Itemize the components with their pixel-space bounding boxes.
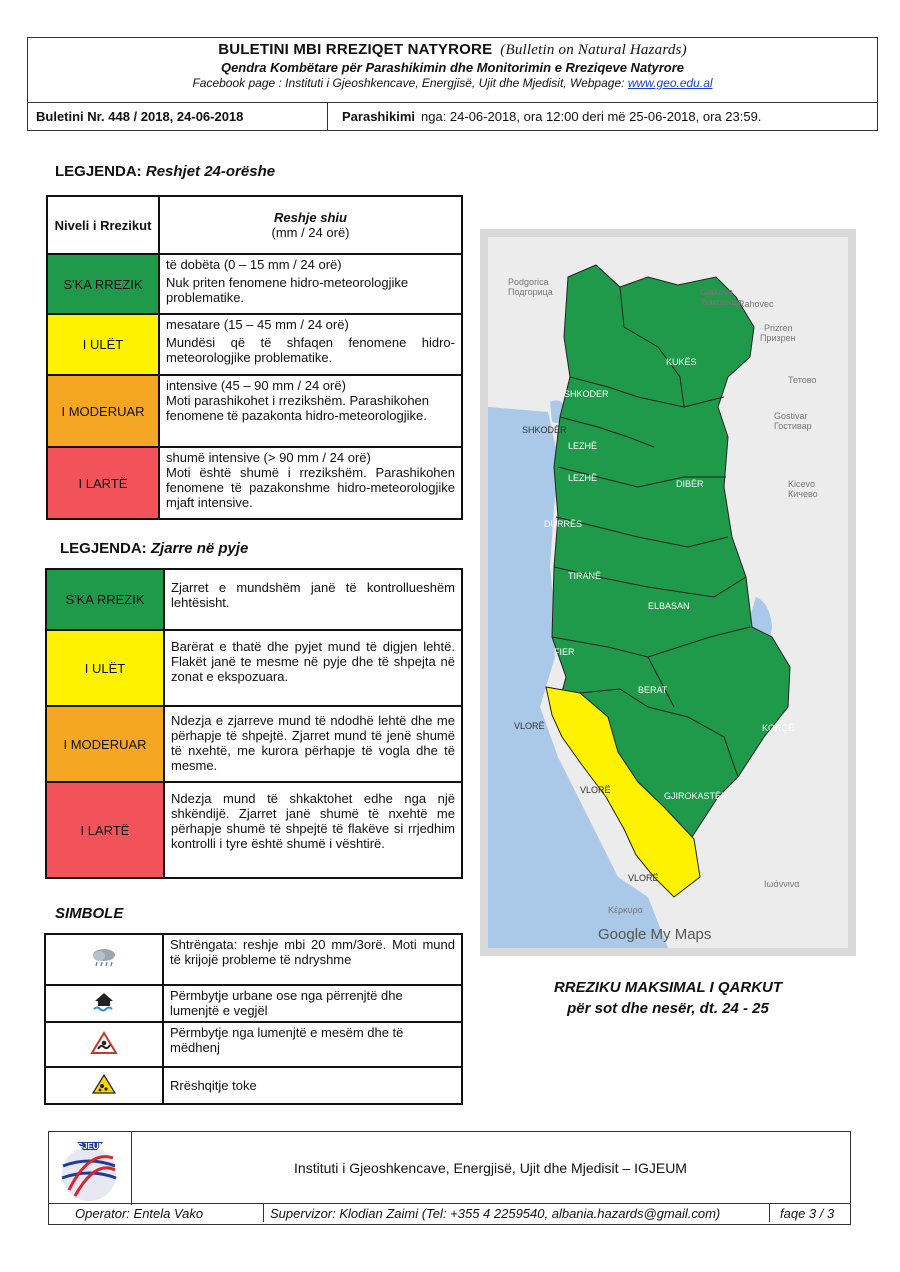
forecast-text: nga: 24-06-2018, ora 12:00 deri më 25-06-2018, ora 23:59. [421, 109, 762, 124]
rain-legend-label: LEGJENDA: [55, 163, 142, 180]
fire-desc-none: Zjarret e mundshëm janë të kontrollueshëm lehtësisht. [164, 569, 462, 630]
place-gjakova-cyr: Ђаковица [700, 297, 742, 307]
label-tirane: TIRANË [568, 571, 602, 581]
place-prizren: Prizren [764, 323, 793, 333]
label-diber: DIBËR [676, 479, 704, 489]
bulletin-number: Buletini Nr. 448 / 2018, 24-06-2018 [28, 103, 328, 130]
label-lezhe: LEZHË [568, 441, 598, 451]
place-prizren-cyr: Призрен [760, 333, 796, 343]
logo-text: IGJEUM [74, 1142, 106, 1151]
label-vlore-city: VLORË [514, 721, 545, 731]
forecast-period [328, 103, 877, 130]
rain-col-level-header: Niveli i Rrezikut [47, 196, 159, 254]
fire-legend-subtitle: Zjarre në pyje [150, 540, 249, 557]
label-berat: BERAT [638, 685, 668, 695]
rain-legend-subtitle: Reshjet 24-orëshe [145, 163, 276, 180]
rain-text: Mundësi që të shfaqen fenomene hidro-meteorologjike problematike. [166, 335, 455, 365]
fire-level-moderate: I MODERUAR [46, 706, 164, 782]
forecast-label: Parashikimi [342, 109, 415, 124]
rain-head: intensive (45 – 90 mm / 24 orë) [166, 378, 346, 393]
caption-line1: RREZIKU MAKSIMAL I QARKUT [553, 979, 783, 996]
place-gostivar: Gostivar [774, 411, 808, 421]
header-subtitle: Qendra Kombëtare për Parashikimin dhe Monitorimin e Rreziqeve Natyrore [220, 60, 685, 75]
rain-desc-low [159, 314, 462, 375]
page-number: faqe 3 / 3 [769, 1204, 834, 1222]
hazard-map[interactable] [488, 237, 848, 948]
fire-legend-table [45, 568, 463, 879]
landslide-icon [45, 1067, 163, 1104]
rain-head: shumë intensive (> 90 mm / 24 orë) [166, 450, 371, 465]
rain-text: Moti është shumë i rrezikshëm. Parashikohen fenomene të pazakonshme hidro-meteorologjike mjaft intensive. [166, 465, 455, 510]
fire-level-low: I ULËT [46, 630, 164, 706]
fire-level-high: I LARTË [46, 782, 164, 878]
rain-text: Nuk priten fenomene hidro-meteorologjike problematike. [166, 275, 409, 305]
place-podgorica-cyr: Подгорица [508, 287, 553, 297]
footer-institute: Instituti i Gjeoshkencave, Energjisë, Ujit dhe Mjedisit – IGJEUM [294, 1160, 687, 1176]
symbols-table [44, 933, 463, 1105]
bulletin-info-bar [27, 103, 878, 131]
fire-level-none: S'KA RREZIK [46, 569, 164, 630]
place-tetovo: Тетово [788, 375, 817, 385]
place-kerkyra: Κέρκυρα [608, 905, 643, 915]
rain-head: të dobëta (0 – 15 mm / 24 orë) [166, 257, 342, 272]
rain-level-low: I ULËT [47, 314, 159, 375]
rain-level-moderate: I MODERUAR [47, 375, 159, 447]
rain-legend-table [46, 195, 463, 520]
map-caption [480, 977, 856, 1019]
fire-desc-moderate: Ndezja e zjarreve mund të ndodhë lehtë dhe me përhapje të shpejtë. Zjarret mund të jenë shumë të nxehtë, me kurora përhapje të vogla dhe të mesme. [164, 706, 462, 782]
label-shkoder-city: SHKODËR [522, 425, 567, 435]
rain-desc-high [159, 447, 462, 519]
label-vlore-south: VLORË [628, 873, 659, 883]
rain-col-unit: (mm / 24 orë) [271, 225, 350, 240]
fire-desc-low: Barërat e thatë dhe pyjet mund të digjen lehtë. Flakët janë te mesme në pyje dhe të shpejta në zonat e ekspozuara. [164, 630, 462, 706]
storm-cloud-icon [45, 934, 163, 985]
symbol-river-flood-text: Përmbytje nga lumenjtë e mesëm dhe të mëdhenj [163, 1022, 462, 1067]
rain-text: Moti parashikohet i rrezikshëm. Parashikohen fenomene të pazakonta hidro-meteorologjike. [166, 393, 430, 423]
operator-name: Operator: Entela Vako [75, 1206, 204, 1221]
place-kicevo: Kicevo [788, 479, 816, 489]
place-rahovec: Rahovec [738, 299, 774, 309]
symbol-urban-flood-text: Përmbytje urbane ose nga përrenjtë dhe lumenjtë e vegjël [163, 985, 462, 1022]
header-links [28, 76, 877, 90]
place-ioannina: Ιωάννινα [764, 879, 800, 889]
label-vlore: VLORË [580, 785, 611, 795]
place-podgorica: Podgorica [508, 277, 549, 287]
place-gjakova: Gjakova [700, 287, 734, 297]
footer-box [48, 1131, 851, 1204]
rain-head: mesatare (15 – 45 mm / 24 orë) [166, 317, 349, 332]
label-kukes: KUKËS [666, 357, 697, 367]
label-fier: FIER [554, 647, 575, 657]
symbol-landslide-text: Rrëshqitje toke [163, 1067, 462, 1104]
google-my-maps-logo: Google My Maps [598, 926, 712, 943]
rain-desc-none [159, 254, 462, 314]
symbol-storm-text: Shtrëngata: reshje mbi 20 mm/3orë. Moti mund të krijojë probleme të ndryshme [163, 934, 462, 985]
header-title: BULETINI MBI RREZIQET NATYRORE [218, 41, 493, 58]
river-flood-icon [45, 1022, 163, 1067]
symbols-title-text: SIMBOLE [55, 905, 124, 922]
label-elbasan: ELBASAN [648, 601, 690, 611]
label-shkoder: SHKODER [564, 389, 609, 399]
rain-col-amount-header [159, 196, 462, 254]
rain-col-title: Reshje shiu [274, 210, 347, 225]
rain-legend-title [55, 163, 275, 180]
label-durres: DURRËS [544, 519, 583, 529]
rain-level-high: I LARTË [47, 447, 159, 519]
label-lezhe-city: LEZHË [568, 473, 598, 483]
fire-legend-title [60, 540, 248, 557]
bulletin-header [27, 37, 878, 103]
header-title-en: (Bulletin on Natural Hazards) [500, 42, 687, 58]
hazard-map-frame [480, 229, 856, 956]
place-kicevo-cyr: Кичево [788, 489, 818, 499]
label-gjirokaster: GJIROKASTËR [664, 791, 728, 801]
webpage-link[interactable]: www.geo.edu.al [627, 76, 713, 90]
urban-flood-icon [45, 985, 163, 1022]
place-gostivar-cyr: Гостивар [774, 421, 812, 431]
rain-desc-moderate [159, 375, 462, 447]
fire-desc-high: Ndezja mund të shkaktohet edhe nga një shkëndijë. Zjarret janë shumë të nxehtë me përhapje shumë të shpejtë të flakëve si rrjedhim kontrolli i tyre është shumë i vështirë. [164, 782, 462, 878]
caption-line2: për sot dhe nesër, dt. 24 - 25 [567, 1000, 769, 1017]
label-korce: KORÇË [762, 723, 795, 733]
symbols-title [55, 905, 123, 922]
fire-legend-label: LEGJENDA: [60, 540, 147, 557]
header-title-line [28, 41, 877, 59]
facebook-text: Facebook page : Instituti i Gjeoshkencave, Energjisë, Ujit dhe Mjedisit, Webpage: [192, 76, 625, 90]
igjeum-logo [49, 1132, 132, 1205]
rain-level-none: S'KA RREZIK [47, 254, 159, 314]
signature-bar [48, 1204, 851, 1225]
supervisor-info: Supervizor: Klodian Zaimi (Tel: +355 4 2259540, albania.hazards@gmail.com) [263, 1204, 720, 1222]
